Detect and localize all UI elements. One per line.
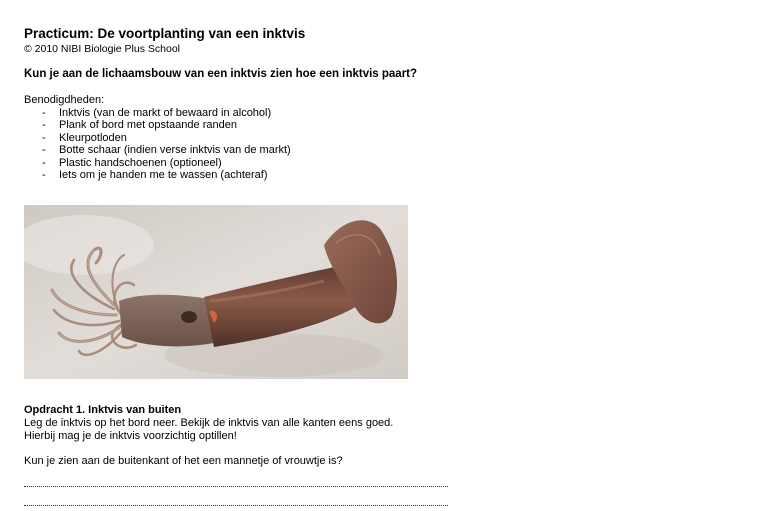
list-bullet: -	[42, 144, 46, 157]
list-item-text: Plank of bord met opstaande randen	[59, 119, 237, 132]
assignment-question: Kun je zien aan de buitenkant of het een mannetje of vrouwtje is?	[24, 455, 343, 467]
answer-line[interactable]	[24, 486, 448, 487]
list-item-text: Kleurpotloden	[59, 131, 127, 144]
materials-heading: Benodigdheden:	[24, 94, 105, 106]
list-bullet: -	[42, 119, 46, 132]
materials-list	[24, 107, 291, 181]
list-item	[24, 157, 291, 169]
list-item	[24, 132, 291, 144]
list-bullet: -	[42, 131, 46, 144]
list-item-text: Plastic handschoenen (optioneel)	[59, 156, 222, 169]
assignment-instruction: Hierbij mag je de inktvis voorzichtig optillen!	[24, 430, 237, 442]
list-item-text: Botte schaar (indien verse inktvis van de markt)	[59, 144, 291, 157]
list-item	[24, 169, 291, 181]
research-question: Kun je aan de lichaamsbouw van een inktvis zien hoe een inktvis paart?	[24, 68, 418, 80]
answer-line[interactable]	[24, 505, 448, 506]
page-title: Practicum: De voortplanting van een inktvis	[24, 26, 306, 41]
list-item-text: Inktvis (van de markt of bewaard in alcohol)	[59, 107, 272, 119]
list-bullet: -	[42, 107, 46, 119]
list-item	[24, 119, 291, 131]
copyright-notice: © 2010 NIBI Biologie Plus School	[24, 43, 180, 55]
list-item-text: Iets om je handen me te wassen (achteraf)	[59, 168, 268, 181]
list-item	[24, 107, 291, 119]
squid-photo	[24, 205, 408, 379]
list-bullet: -	[42, 168, 46, 181]
assignment-heading: Opdracht 1. Inktvis van buiten	[24, 404, 182, 416]
list-bullet: -	[42, 156, 46, 169]
assignment-instruction: Leg de inktvis op het bord neer. Bekijk de inktvis van alle kanten eens goed.	[24, 417, 394, 429]
list-item	[24, 144, 291, 156]
